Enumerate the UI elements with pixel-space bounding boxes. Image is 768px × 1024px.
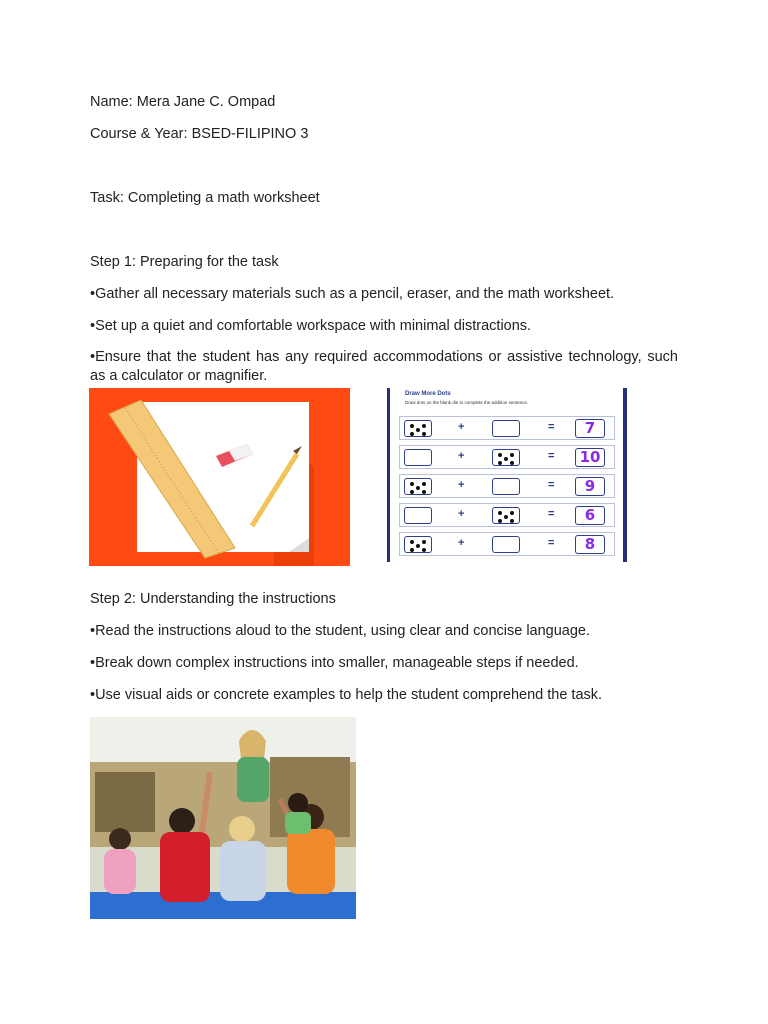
plus-sign: + <box>458 537 465 549</box>
die-dot <box>498 511 502 515</box>
die-dot <box>410 432 414 436</box>
answer-box: 10 <box>575 448 605 467</box>
die-dot <box>410 490 414 494</box>
die-icon <box>492 507 520 524</box>
plus-sign: + <box>458 450 465 462</box>
step2-bullet-2: •Break down complex instructions into smaller, manageable steps if needed. <box>90 655 579 671</box>
die-dot <box>504 457 508 461</box>
step2-heading: Step 2: Understanding the instructions <box>90 591 336 607</box>
die-dot <box>422 540 426 544</box>
die-dot <box>410 424 414 428</box>
classroom-photo <box>90 717 356 919</box>
equals-sign: = <box>548 537 555 549</box>
blank-die-box <box>492 478 520 495</box>
die-dot <box>498 519 502 523</box>
plus-sign: + <box>458 508 465 520</box>
step1-bullet-1: •Gather all necessary materials such as a pencil, eraser, and the math worksheet. <box>90 286 615 302</box>
blank-die-box <box>492 536 520 553</box>
die-dot <box>410 540 414 544</box>
step1-bullet-3: •Ensure that the student has any required accommodations or assistive technology, such as a calculator or magnifier. <box>90 349 678 384</box>
course-year: Course & Year: BSED-FILIPINO 3 <box>90 126 309 142</box>
worksheet-border <box>387 388 390 562</box>
die-dot <box>422 482 426 486</box>
plus-sign: + <box>458 479 465 491</box>
blank-die-box <box>492 420 520 437</box>
die-dot <box>510 453 514 457</box>
die-dot <box>416 544 420 548</box>
equals-sign: = <box>548 479 555 491</box>
die-icon <box>404 478 432 495</box>
answer-box: 6 <box>575 506 605 525</box>
worksheet-border <box>623 388 627 562</box>
worksheet-row <box>399 416 615 440</box>
equals-sign: = <box>548 421 555 433</box>
plus-sign: + <box>458 421 465 433</box>
die-dot <box>410 548 414 552</box>
equals-sign: = <box>548 508 555 520</box>
die-dot <box>422 548 426 552</box>
answer-box: 7 <box>575 419 605 438</box>
die-dot <box>498 461 502 465</box>
worksheet-instructions: Draw dots on the blank die to complete the addition sentence. <box>405 400 529 405</box>
answer-box: 8 <box>575 535 605 554</box>
die-dot <box>416 428 420 432</box>
die-dot <box>422 424 426 428</box>
die-dot <box>422 490 426 494</box>
die-dot <box>504 515 508 519</box>
equals-sign: = <box>548 450 555 462</box>
die-dot <box>510 461 514 465</box>
die-dot <box>416 486 420 490</box>
blank-die-box <box>404 449 432 466</box>
worksheet-row <box>399 445 615 469</box>
die-dot <box>410 482 414 486</box>
die-icon <box>404 420 432 437</box>
step2-bullet-3: •Use visual aids or concrete examples to help the student comprehend the task. <box>90 687 603 703</box>
answer-box: 9 <box>575 477 605 496</box>
step2-bullet-1: •Read the instructions aloud to the student, using clear and concise language. <box>90 623 591 639</box>
worksheet-title: Draw More Dots <box>405 391 451 397</box>
die-icon <box>404 536 432 553</box>
student-name: Name: Mera Jane C. Ompad <box>90 94 276 110</box>
die-dot <box>510 519 514 523</box>
step1-heading: Step 1: Preparing for the task <box>90 254 279 270</box>
worksheet-row <box>399 474 615 498</box>
die-icon <box>492 449 520 466</box>
worksheet-row <box>399 503 615 527</box>
die-dot <box>510 511 514 515</box>
step1-bullet-2: •Set up a quiet and comfortable workspace with minimal distractions. <box>90 318 532 334</box>
task-title: Task: Completing a math worksheet <box>90 190 320 206</box>
math-worksheet-image <box>387 388 627 562</box>
die-dot <box>422 432 426 436</box>
blank-die-box <box>404 507 432 524</box>
die-dot <box>498 453 502 457</box>
worksheet-row <box>399 532 615 556</box>
school-supplies-image <box>89 388 350 566</box>
